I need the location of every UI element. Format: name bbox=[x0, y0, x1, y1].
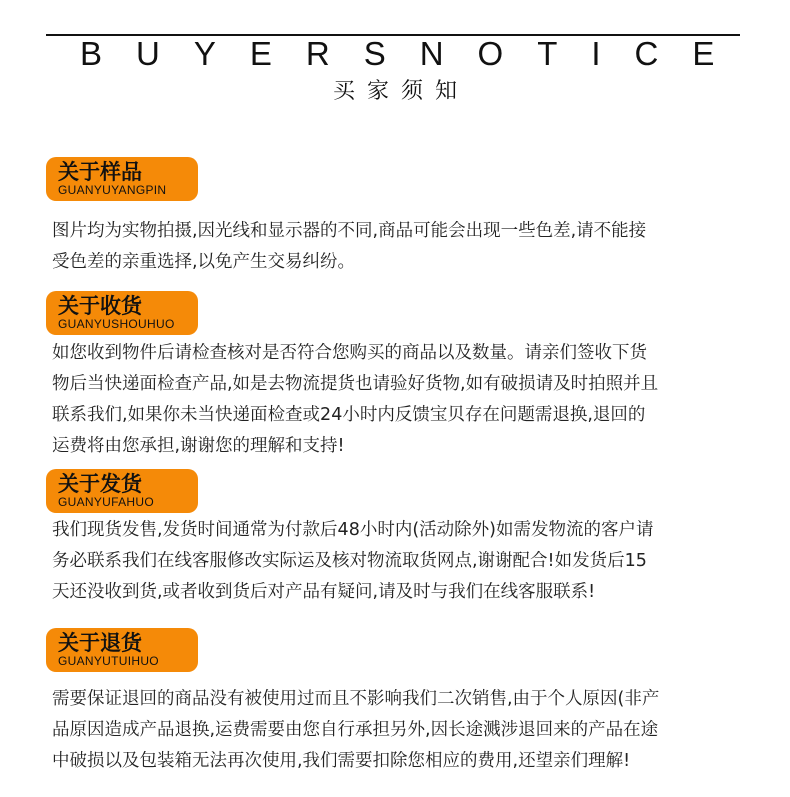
text-line: 品原因造成产品退换,运费需要由您自行承担另外,因长途溅涉退回来的产品在途 bbox=[52, 720, 659, 740]
text-line: 我们现货发售,发货时间通常为付款后48小时内(活动除外)如需发物流的客户请 bbox=[52, 520, 654, 540]
section-badge-receiving bbox=[46, 291, 198, 335]
section-text-sample bbox=[52, 216, 752, 278]
section-text-receiving bbox=[52, 338, 752, 462]
section-title-pinyin: GUANYUYANGPIN bbox=[58, 183, 167, 197]
section-text-returns bbox=[52, 684, 752, 777]
text-line: 受色差的亲重选择,以免产生交易纠纷。 bbox=[52, 252, 356, 272]
text-line: 天还没收到货,或者收到货后对产品有疑问,请及时与我们在线客服联系! bbox=[52, 582, 596, 602]
section-title: 关于退货 bbox=[58, 631, 142, 655]
text-line: 中破损以及包装箱无法再次使用,我们需要扣除您相应的费用,还望亲们理解! bbox=[52, 751, 631, 771]
text-line: 联系我们,如果你未当快递面检查或24小时内反馈宝贝存在问题需退换,退回的 bbox=[52, 405, 646, 425]
text-line: 如您收到物件后请检查核对是否符合您购买的商品以及数量。请亲们签收下货 bbox=[52, 343, 647, 363]
text-line: 务必联系我们在线客服修改实际运及核对物流取货网点,谢谢配合!如发货后15 bbox=[52, 551, 647, 571]
text-line: 需要保证退回的商品没有被使用过而且不影响我们二次销售,由于个人原因(非产 bbox=[52, 689, 660, 709]
section-title-pinyin: GUANYUFAHUO bbox=[58, 495, 154, 509]
section-title-pinyin: GUANYUTUIHUO bbox=[58, 654, 159, 668]
text-line: 运费将由您承担,谢谢您的理解和支持! bbox=[52, 436, 345, 456]
section-title-pinyin: GUANYUSHOUHUO bbox=[58, 317, 175, 331]
section-badge-shipping bbox=[46, 469, 198, 513]
section-title: 关于样品 bbox=[58, 160, 142, 184]
text-line: 物后当快递面检查产品,如是去物流提货也请验好货物,如有破损请及时拍照并且 bbox=[52, 374, 659, 394]
buyers-notice-subtitle: 买家须知 bbox=[332, 79, 469, 104]
section-text-shipping bbox=[52, 515, 752, 608]
section-title: 关于收货 bbox=[58, 294, 142, 318]
section-badge-sample bbox=[46, 157, 198, 201]
section-badge-returns bbox=[46, 628, 198, 672]
section-title: 关于发货 bbox=[58, 472, 142, 496]
buyers-notice-title: BUYERSNOTICE bbox=[80, 35, 749, 72]
text-line: 图片均为实物拍摄,因光线和显示器的不同,商品可能会出现一些色差,请不能接 bbox=[52, 221, 647, 241]
